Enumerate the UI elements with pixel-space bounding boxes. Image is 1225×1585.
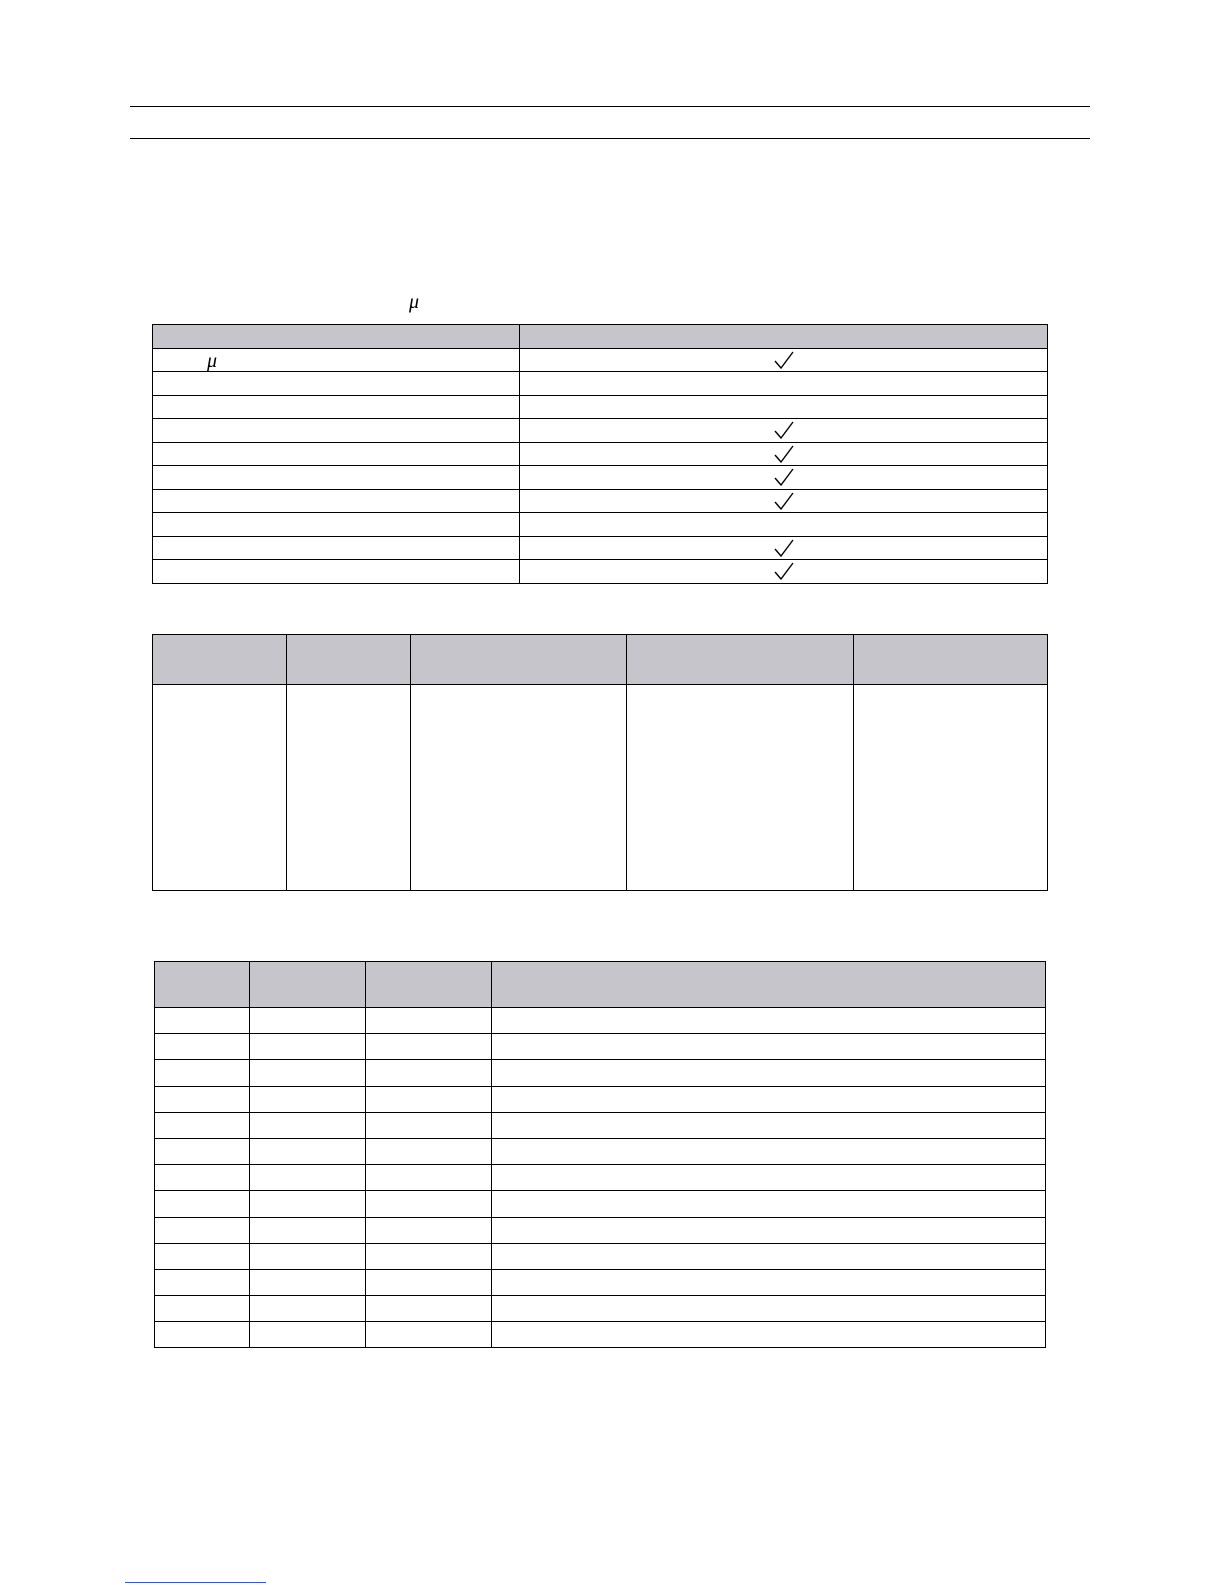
table-cell <box>250 1112 366 1138</box>
table-row <box>153 536 1048 560</box>
checkmark-icon <box>773 444 795 464</box>
table-row <box>155 1034 1046 1060</box>
support-cell <box>520 442 1048 466</box>
table-row <box>155 1191 1046 1217</box>
checkmark-icon <box>773 491 795 511</box>
header-cell <box>153 325 520 349</box>
table-row <box>155 1112 1046 1138</box>
table-row <box>153 685 1048 891</box>
header-cell <box>250 962 366 1008</box>
table-row <box>155 1243 1046 1269</box>
checkmark-icon <box>773 420 795 440</box>
footer-link-underline <box>125 1582 266 1583</box>
table-cell <box>155 1034 250 1060</box>
table-cell <box>155 1060 250 1086</box>
table-row <box>153 466 1048 490</box>
feature-name-cell <box>153 560 520 584</box>
table-header-row <box>153 635 1048 685</box>
support-cell <box>520 372 1048 396</box>
header-rule-top <box>130 106 1090 107</box>
feature-name-cell <box>153 442 520 466</box>
table-cell <box>366 1086 492 1112</box>
table-row <box>153 372 1048 396</box>
table-row <box>155 1296 1046 1322</box>
table-cell <box>492 1296 1046 1322</box>
table-cell <box>366 1243 492 1269</box>
feature-name-cell <box>153 513 520 537</box>
support-cell <box>520 348 1048 372</box>
table-cell <box>627 685 854 891</box>
header-cell <box>520 325 1048 349</box>
table-cell <box>250 1165 366 1191</box>
header-cell <box>153 635 287 685</box>
table-cell <box>366 1060 492 1086</box>
table-cell <box>366 1138 492 1164</box>
table-cell <box>287 685 411 891</box>
spec-table <box>152 634 1048 891</box>
table-cell <box>155 1217 250 1243</box>
table-cell <box>153 685 287 891</box>
header-cell <box>854 635 1048 685</box>
table-cell <box>492 1322 1046 1348</box>
table-header-row <box>153 325 1048 349</box>
table-cell <box>492 1165 1046 1191</box>
table-cell <box>492 1034 1046 1060</box>
table-cell <box>155 1086 250 1112</box>
header-rule-bottom <box>130 138 1090 139</box>
table-cell <box>854 685 1048 891</box>
table-cell <box>492 1191 1046 1217</box>
table-cell <box>155 1112 250 1138</box>
table-cell <box>492 1060 1046 1086</box>
support-cell <box>520 536 1048 560</box>
checkmark-icon <box>773 561 795 581</box>
mu-symbol: μ <box>207 349 218 372</box>
table-row <box>153 419 1048 443</box>
table-cell <box>492 1086 1046 1112</box>
table-row <box>153 560 1048 584</box>
table-cell <box>155 1322 250 1348</box>
table-cell <box>366 1322 492 1348</box>
table-cell <box>492 1138 1046 1164</box>
table-row <box>155 1269 1046 1295</box>
table-row <box>153 489 1048 513</box>
feature-name-cell <box>153 372 520 396</box>
table-row <box>155 1086 1046 1112</box>
table-cell <box>366 1008 492 1034</box>
table-cell <box>250 1243 366 1269</box>
feature-name-cell <box>153 419 520 443</box>
table-cell <box>492 1112 1046 1138</box>
feature-name-cell <box>153 489 520 513</box>
table-row <box>153 442 1048 466</box>
feature-checklist-table <box>152 324 1048 584</box>
checkmark-icon <box>773 467 795 487</box>
table-row <box>155 1060 1046 1086</box>
table-cell <box>366 1112 492 1138</box>
table-row <box>153 395 1048 419</box>
table-row <box>153 348 1048 372</box>
table-row <box>155 1008 1046 1034</box>
table-cell <box>155 1165 250 1191</box>
table-cell <box>155 1008 250 1034</box>
header-cell <box>492 962 1046 1008</box>
table-row <box>155 1322 1046 1348</box>
table-cell <box>492 1243 1046 1269</box>
table-cell <box>250 1296 366 1322</box>
table-cell <box>155 1243 250 1269</box>
header-cell <box>627 635 854 685</box>
table-cell <box>250 1086 366 1112</box>
table-header-row <box>155 962 1046 1008</box>
table-row <box>155 1138 1046 1164</box>
table-cell <box>366 1269 492 1295</box>
table-cell <box>250 1034 366 1060</box>
table-cell <box>155 1191 250 1217</box>
table-cell <box>250 1008 366 1034</box>
support-cell <box>520 513 1048 537</box>
support-cell <box>520 489 1048 513</box>
feature-name-cell <box>153 395 520 419</box>
header-cell <box>155 962 250 1008</box>
table-cell <box>250 1269 366 1295</box>
header-cell <box>411 635 627 685</box>
table-cell <box>155 1296 250 1322</box>
pin-list-table <box>154 961 1046 1348</box>
table-cell <box>155 1138 250 1164</box>
checkmark-icon <box>773 350 795 370</box>
table-cell <box>492 1217 1046 1243</box>
header-cell <box>366 962 492 1008</box>
support-cell <box>520 466 1048 490</box>
support-cell <box>520 419 1048 443</box>
support-cell <box>520 395 1048 419</box>
table-cell <box>250 1060 366 1086</box>
table-cell <box>492 1008 1046 1034</box>
table-row <box>153 513 1048 537</box>
header-cell <box>287 635 411 685</box>
table-cell <box>366 1034 492 1060</box>
checkmark-icon <box>773 538 795 558</box>
table-row <box>155 1217 1046 1243</box>
caption-mu-symbol: μ <box>409 291 420 313</box>
support-cell <box>520 560 1048 584</box>
table-cell <box>366 1296 492 1322</box>
table-cell <box>250 1322 366 1348</box>
table-cell <box>492 1269 1046 1295</box>
table-cell <box>250 1191 366 1217</box>
feature-name-cell <box>153 466 520 490</box>
table-cell <box>366 1217 492 1243</box>
table-cell <box>366 1165 492 1191</box>
table-cell <box>250 1217 366 1243</box>
table-cell <box>411 685 627 891</box>
table-cell <box>155 1269 250 1295</box>
feature-name-cell <box>153 348 520 372</box>
table-row <box>155 1165 1046 1191</box>
table-cell <box>366 1191 492 1217</box>
table-cell <box>250 1138 366 1164</box>
feature-name-cell <box>153 536 520 560</box>
